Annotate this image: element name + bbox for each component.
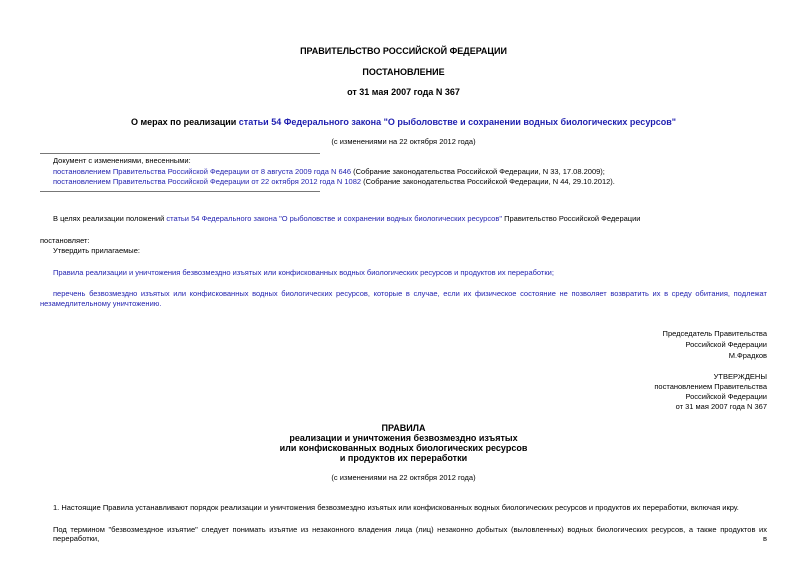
amendment-tail: (Собрание законодательства Российской Федерации, N 33, 17.08.2009);	[351, 167, 605, 176]
approved-country: Российской Федерации	[685, 392, 767, 401]
list-link-line1[interactable]: перечень безвозмездно изъятых или конфискованных водных биологических ресурсов, которые в случае, если их физическое состояние не позволяет возвратить их в среду обитания, подлежат	[53, 289, 767, 298]
approve-line: Утвердить прилагаемые:	[53, 246, 140, 255]
law-article-link[interactable]: статьи 54 Федерального закона "О рыболовстве и сохранении водных биологических ресурсов"	[238, 117, 677, 127]
amendments-intro: Документ с изменениями, внесенными:	[53, 156, 191, 165]
amendment-item	[53, 177, 615, 186]
divider-top	[40, 153, 320, 154]
rules-paragraph-2: Под термином "безвозмездное изъятие" следует понимать изъятие из незаконного владения лица (лиц) незаконно добытых (выловленных) водных биологических ресурсов, а также продуктов их переработки, в	[53, 525, 767, 543]
revision-note: (с изменениями на 22 октября 2012 года)	[331, 137, 476, 146]
purpose-suffix: Правительство Российской Федерации	[502, 214, 641, 223]
purpose-prefix: В целях реализации положений	[53, 214, 167, 223]
signature-line1: Председатель Правительства	[662, 329, 767, 338]
doc-title-prefix: О мерах по реализации	[130, 117, 239, 127]
list-link-line2[interactable]: незамедлительному уничтожению.	[40, 299, 162, 308]
rules-subtitle-2: или конфискованных водных биологических ресурсов	[279, 443, 528, 453]
approved-date: от 31 мая 2007 года N 367	[675, 402, 767, 411]
amendment-tail: (Собрание законодательства Российской Федерации, N 44, 29.10.2012).	[361, 177, 615, 186]
signature-line2: Российской Федерации	[685, 340, 767, 349]
rules-subtitle-1: реализации и уничтожения безвозмездно изъятых	[289, 433, 518, 443]
amendment-item	[53, 167, 605, 176]
doc-type: ПОСТАНОВЛЕНИЕ	[362, 67, 445, 77]
rules-revision-note: (с изменениями на 22 октября 2012 года)	[331, 473, 476, 482]
org-name: ПРАВИТЕЛЬСТВО РОССИЙСКОЙ ФЕДЕРАЦИИ	[300, 46, 507, 56]
rules-paragraph-1: 1. Настоящие Правила устанавливают порядок реализации и уничтожения безвозмездно изъятых или конфискованных водных биологических ресурсов и продуктов их переработки, включая икру.	[53, 503, 739, 512]
rules-subtitle-3: и продуктов их переработки	[339, 453, 468, 463]
decrees-word: постановляет:	[40, 236, 90, 245]
purpose-paragraph	[53, 214, 640, 223]
doc-title	[0, 117, 807, 127]
purpose-law-link[interactable]: статьи 54 Федерального закона "О рыболовстве и сохранении водных биологических ресурсов"	[166, 214, 503, 223]
amendment-link-2012[interactable]: постановлением Правительства Российской Федерации от 22 октября 2012 года N 1082	[53, 177, 362, 186]
approved-by: постановлением Правительства	[654, 382, 767, 391]
divider-bottom	[40, 191, 320, 192]
rules-heading: ПРАВИЛА	[381, 423, 426, 433]
amendment-link-2009[interactable]: постановлением Правительства Российской Федерации от 8 августа 2009 года N 646	[53, 167, 352, 176]
doc-date: от 31 мая 2007 года N 367	[347, 87, 460, 97]
rules-link[interactable]: Правила реализации и уничтожения безвозмездно изъятых или конфискованных водных биологических ресурсов и продуктов их переработки;	[53, 268, 554, 277]
signature-name: М.Фрадков	[728, 351, 767, 360]
approved-stamp: УТВЕРЖДЕНЫ	[713, 372, 767, 381]
